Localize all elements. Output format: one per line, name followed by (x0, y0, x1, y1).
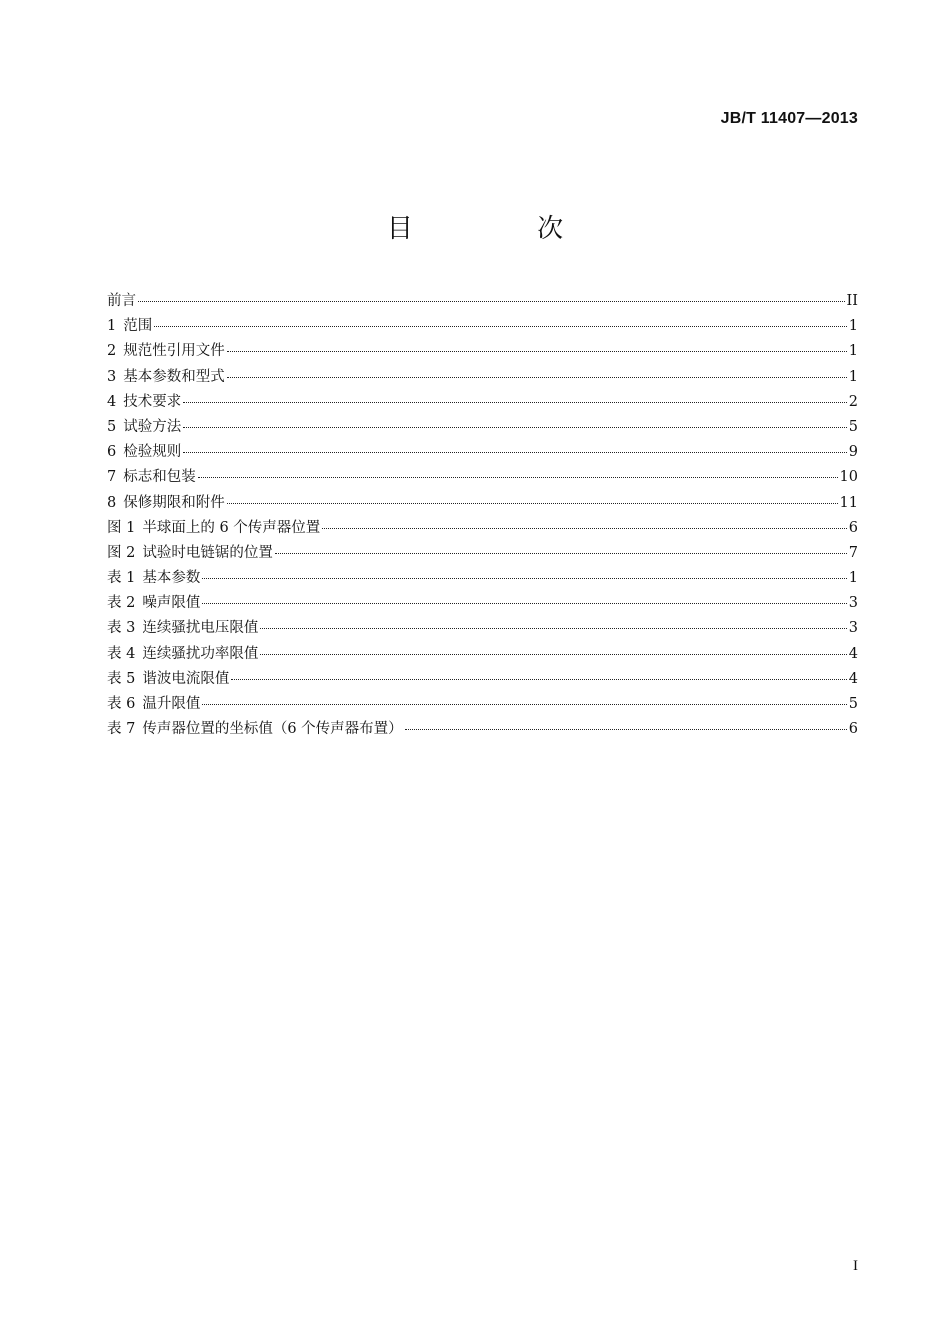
toc-entry-number: 表 3 (107, 620, 136, 637)
toc-dot-leader (138, 301, 845, 302)
toc-dot-leader (231, 679, 846, 680)
toc-entry-page: 6 (848, 721, 858, 738)
toc-entry-page: 10 (839, 469, 858, 486)
toc-entry-number: 图 2 (107, 544, 136, 561)
toc-entry-number: 表 4 (107, 645, 136, 662)
toc-entry-page: 4 (848, 645, 858, 662)
toc-entry-title: 技术要求 (123, 393, 182, 410)
toc-entry-number: 8 (107, 494, 117, 511)
toc-dot-leader (183, 427, 847, 428)
toc-dot-leader (227, 377, 847, 378)
toc-entry-number: 表 7 (107, 721, 136, 738)
toc-entry-title: 检验规则 (123, 444, 182, 461)
toc-entry-title: 保修期限和附件 (123, 494, 225, 511)
toc-entry[interactable] (107, 289, 858, 314)
table-of-contents (107, 289, 858, 742)
toc-entry-number: 7 (107, 469, 117, 486)
toc-entry[interactable] (107, 591, 858, 616)
toc-dot-leader (227, 351, 847, 352)
toc-entry-page: 6 (848, 519, 858, 536)
toc-dot-leader (198, 477, 838, 478)
toc-entry-number: 图 1 (107, 519, 136, 536)
toc-entry-number: 表 2 (107, 595, 136, 612)
toc-dot-leader (202, 603, 846, 604)
toc-dot-leader (405, 729, 847, 730)
toc-entry-page: 3 (848, 620, 858, 637)
toc-entry-page: 1 (848, 570, 858, 587)
toc-entry[interactable] (107, 365, 858, 390)
toc-entry-title: 温升限值 (142, 696, 201, 712)
toc-dot-leader (183, 452, 847, 453)
toc-entry-title: 前言 (107, 293, 136, 309)
page-title: 目 次 (386, 214, 622, 244)
toc-entry[interactable] (107, 440, 858, 465)
toc-entry-page: 11 (839, 494, 858, 511)
toc-entry-number: 3 (107, 368, 117, 385)
toc-entry-page: 9 (848, 444, 858, 461)
toc-entry-title: 基本参数和型式 (123, 368, 225, 385)
toc-entry[interactable] (107, 642, 858, 667)
toc-dot-leader (227, 503, 838, 504)
page-number: I (853, 1258, 858, 1274)
toc-entry-page: 4 (848, 670, 858, 687)
toc-entry-number: 1 (107, 318, 117, 335)
toc-dot-leader (202, 578, 846, 579)
toc-entry[interactable] (107, 692, 858, 717)
toc-dot-leader (275, 553, 847, 554)
toc-entry[interactable] (107, 541, 858, 566)
toc-entry-page: 5 (848, 418, 858, 435)
toc-entry[interactable] (107, 415, 858, 440)
toc-entry-number: 6 (107, 444, 117, 461)
toc-entry-title: 试验方法 (123, 418, 182, 435)
toc-entry-number: 表 1 (107, 570, 136, 587)
toc-dot-leader (260, 654, 846, 655)
toc-entry-page: 1 (848, 343, 858, 360)
toc-entry[interactable] (107, 616, 858, 641)
toc-entry[interactable] (107, 314, 858, 339)
toc-entry-page: II (846, 293, 858, 309)
toc-entry-number: 5 (107, 418, 117, 435)
toc-entry-title: 标志和包装 (123, 469, 196, 486)
toc-dot-leader (322, 528, 846, 529)
toc-entry[interactable] (107, 717, 858, 742)
toc-entry-title: 试验时电链锯的位置 (142, 544, 273, 561)
toc-entry-title: 噪声限值 (142, 595, 201, 612)
toc-entry-page: 2 (848, 393, 858, 410)
toc-entry[interactable] (107, 516, 858, 541)
toc-entry[interactable] (107, 491, 858, 516)
toc-entry-number: 2 (107, 343, 117, 360)
toc-entry-page: 5 (848, 696, 858, 712)
toc-entry-title: 基本参数 (142, 570, 201, 587)
toc-entry-number: 表 6 (107, 696, 136, 712)
toc-entry[interactable] (107, 566, 858, 591)
toc-entry[interactable] (107, 390, 858, 415)
toc-entry[interactable] (107, 667, 858, 692)
toc-dot-leader (154, 326, 847, 327)
toc-entry-number: 表 5 (107, 670, 136, 687)
toc-entry-title: 范围 (123, 318, 153, 335)
toc-entry-page: 1 (848, 318, 858, 335)
toc-entry-title: 连续骚扰功率限值 (142, 645, 259, 662)
toc-dot-leader (202, 704, 846, 705)
toc-dot-leader (260, 628, 846, 629)
toc-entry[interactable] (107, 465, 858, 490)
toc-entry-page: 3 (848, 595, 858, 612)
toc-entry-page: 1 (848, 368, 858, 385)
toc-entry-number: 4 (107, 393, 117, 410)
toc-dot-leader (183, 402, 847, 403)
toc-entry-title: 半球面上的 6 个传声器位置 (142, 519, 321, 536)
document-code: JB/T 11407—2013 (720, 110, 858, 127)
toc-entry-title: 传声器位置的坐标值（6 个传声器布置） (142, 721, 403, 738)
toc-entry-page: 7 (848, 544, 858, 561)
toc-entry-title: 谐波电流限值 (142, 670, 230, 687)
toc-entry[interactable] (107, 339, 858, 364)
toc-entry-title: 规范性引用文件 (123, 343, 225, 360)
toc-entry-title: 连续骚扰电压限值 (142, 620, 259, 637)
